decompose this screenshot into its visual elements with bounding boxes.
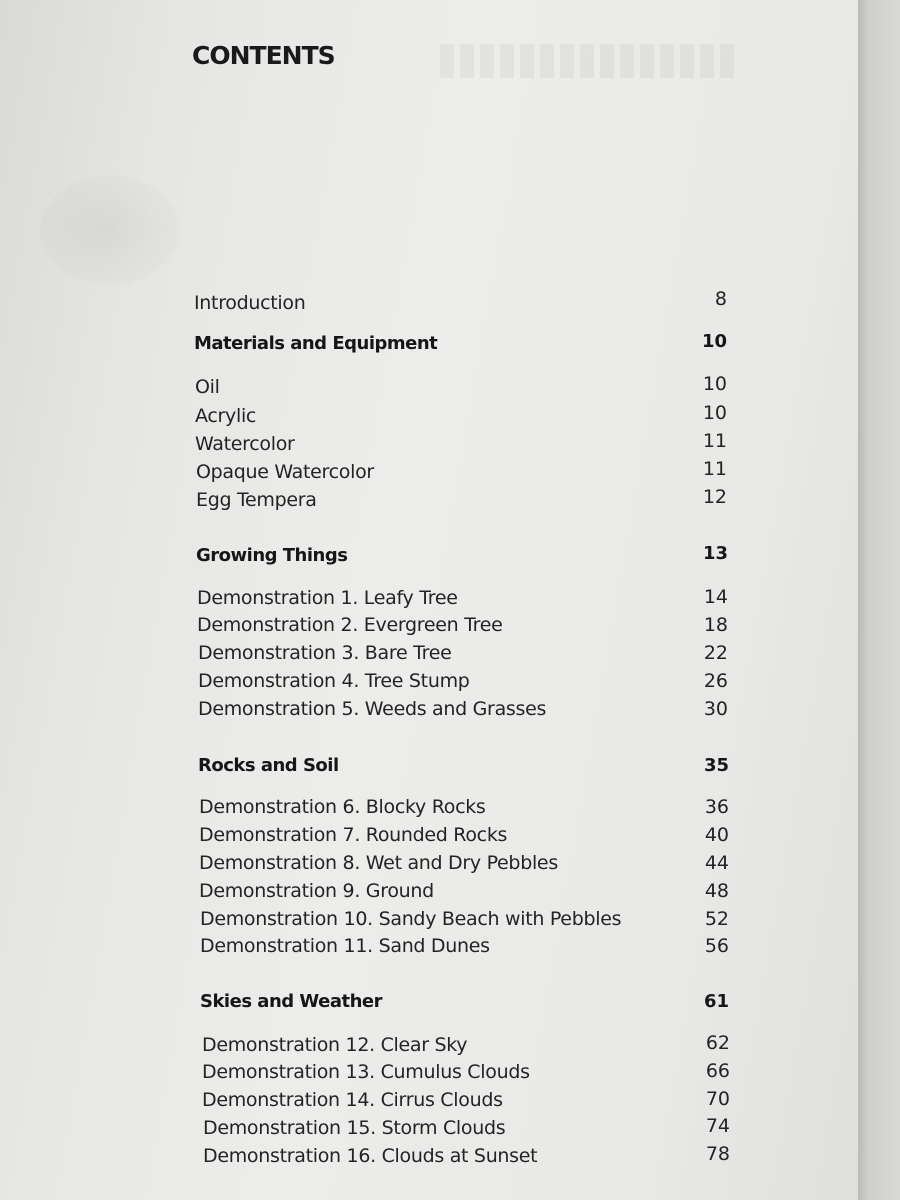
toc-entry-title: Oil: [195, 376, 220, 398]
toc-section-heading: [0, 545, 858, 571]
toc-entry: [0, 430, 858, 459]
toc-entry-title: Demonstration 4. Tree Stump: [198, 670, 470, 692]
toc-entry-title: Demonstration 10. Sandy Beach with Pebbles: [200, 908, 622, 930]
toc-entry-title: Demonstration 7. Rounded Rocks: [199, 824, 508, 846]
show-through-text: [440, 44, 740, 78]
toc-entry-page: 10: [701, 331, 727, 352]
toc-entry: [0, 587, 858, 613]
toc-entry-title: Egg Tempera: [196, 489, 317, 511]
toc-entry: [0, 486, 858, 515]
toc-entry: [0, 288, 858, 318]
toc-entry-page: 22: [703, 642, 728, 664]
toc-entry-title: Demonstration 15. Storm Clouds: [203, 1117, 506, 1139]
toc-entry: [0, 698, 858, 724]
toc-entry-title: Demonstration 5. Weeds and Grasses: [198, 698, 547, 720]
toc-entry-title: Demonstration 14. Cirrus Clouds: [202, 1089, 503, 1111]
toc-entry-page: 35: [703, 755, 729, 776]
toc-entry-title: Acrylic: [195, 405, 257, 427]
toc-entry-page: 8: [714, 288, 727, 310]
toc-entry-page: 30: [703, 698, 728, 720]
toc-entry-title: Demonstration 11. Sand Dunes: [200, 935, 490, 957]
toc-entry-title: Demonstration 9. Ground: [199, 880, 434, 902]
toc-entry-page: 14: [703, 586, 728, 608]
toc-entry-title: Introduction: [194, 292, 306, 314]
toc-entry-page: 78: [705, 1143, 730, 1165]
toc-entry-page: 11: [702, 458, 727, 480]
toc-entry-title: Materials and Equipment: [194, 333, 438, 354]
toc-section-heading: [0, 755, 858, 781]
toc-entry-page: 10: [702, 373, 727, 395]
toc-entry-page: 10: [702, 402, 727, 424]
toc-entry-page: 13: [702, 543, 728, 564]
contents-heading: CONTENTS: [192, 41, 335, 70]
toc-entry: [0, 373, 858, 402]
toc-entry-page: 74: [705, 1115, 730, 1137]
toc-entry-page: 66: [705, 1060, 730, 1082]
toc-entry: [0, 935, 858, 961]
toc-entry: [0, 670, 858, 696]
toc-entry-title: Opaque Watercolor: [196, 461, 374, 483]
toc-entry-page: 44: [704, 852, 729, 874]
toc-entry-page: 61: [703, 991, 729, 1012]
toc-entry-title: Demonstration 1. Leafy Tree: [197, 587, 458, 609]
toc-entry-title: Demonstration 12. Clear Sky: [202, 1034, 468, 1056]
toc-entry-page: 70: [705, 1088, 730, 1110]
page-edge-shadow: [858, 0, 900, 1200]
toc-entry-title: Demonstration 2. Evergreen Tree: [197, 614, 503, 636]
toc-entry-page: 36: [704, 796, 729, 818]
toc-entry: [0, 1145, 858, 1171]
toc-section-heading: [0, 991, 858, 1017]
toc-entry-title: Demonstration 13. Cumulus Clouds: [202, 1061, 530, 1083]
toc-entry-title: Demonstration 16. Clouds at Sunset: [203, 1145, 538, 1167]
toc-entry: [0, 1061, 858, 1087]
toc-entry-page: 40: [704, 824, 729, 846]
toc-entry: [0, 458, 858, 487]
toc-entry: [0, 402, 858, 431]
toc-entry: [0, 796, 858, 822]
toc-entry-page: 56: [704, 935, 729, 957]
toc-entry-page: 48: [704, 880, 729, 902]
toc-entry: [0, 1034, 858, 1060]
toc-entry: [0, 880, 858, 906]
toc-entry-title: Rocks and Soil: [198, 755, 339, 776]
page-smudge: [40, 175, 180, 285]
toc-entry: [0, 852, 858, 878]
toc-entry: [0, 908, 858, 934]
toc-entry-page: 18: [703, 614, 728, 636]
toc-entry: [0, 642, 858, 668]
toc-entry-title: Demonstration 3. Bare Tree: [198, 642, 452, 664]
toc-entry-title: Watercolor: [195, 433, 295, 455]
toc-entry-page: 11: [702, 430, 727, 452]
toc-entry-page: 26: [703, 670, 728, 692]
toc-section-heading: [0, 333, 858, 359]
toc-entry: [0, 1117, 858, 1143]
toc-entry: [0, 614, 858, 640]
toc-entry: [0, 824, 858, 850]
toc-entry-title: Growing Things: [196, 545, 348, 566]
toc-entry-page: 62: [705, 1032, 730, 1054]
toc-entry-title: Demonstration 6. Blocky Rocks: [199, 796, 486, 818]
toc-entry-title: Skies and Weather: [200, 991, 382, 1012]
toc-entry: [0, 1089, 858, 1115]
toc-entry-page: 52: [704, 908, 729, 930]
toc-entry-title: Demonstration 8. Wet and Dry Pebbles: [199, 852, 558, 874]
toc-entry-page: 12: [702, 486, 727, 508]
